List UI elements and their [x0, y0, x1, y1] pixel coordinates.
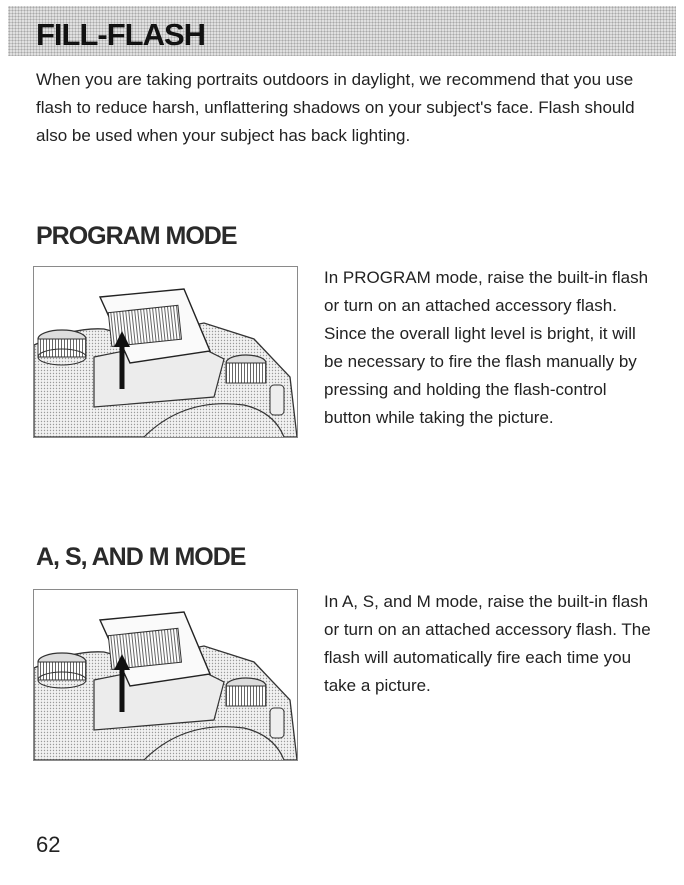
camera-popup-flash-icon: [34, 267, 297, 437]
page-number: 62: [36, 832, 61, 857]
section-heading-program-mode: PROGRAM MODE: [36, 222, 237, 250]
section-heading-asm-mode: A, S, AND M MODE: [36, 543, 246, 571]
page-title: FILL-FLASH: [36, 17, 206, 52]
intro-paragraph: When you are taking portraits outdoors in daylight, we recommend that you use flash to reduce harsh, unflattering shadows on your subject's face. Flash should also be used when your subject has back lighting.: [36, 70, 635, 145]
asm-mode-description: In A, S, and M mode, raise the built-in flash or turn on an attached accessory flash. The flash will automatically fire each time you take a picture.: [324, 592, 651, 695]
camera-flash-illustration-program: [33, 266, 298, 438]
camera-flash-illustration-asm: [33, 589, 298, 761]
camera-popup-flash-icon: [34, 590, 297, 760]
program-mode-description: In PROGRAM mode, raise the built-in flash or turn on an attached accessory flash. Since the overall light level is bright, it will be necessary to fire the flash manually by pressing and holding the flash-control button while taking the picture.: [324, 268, 649, 427]
